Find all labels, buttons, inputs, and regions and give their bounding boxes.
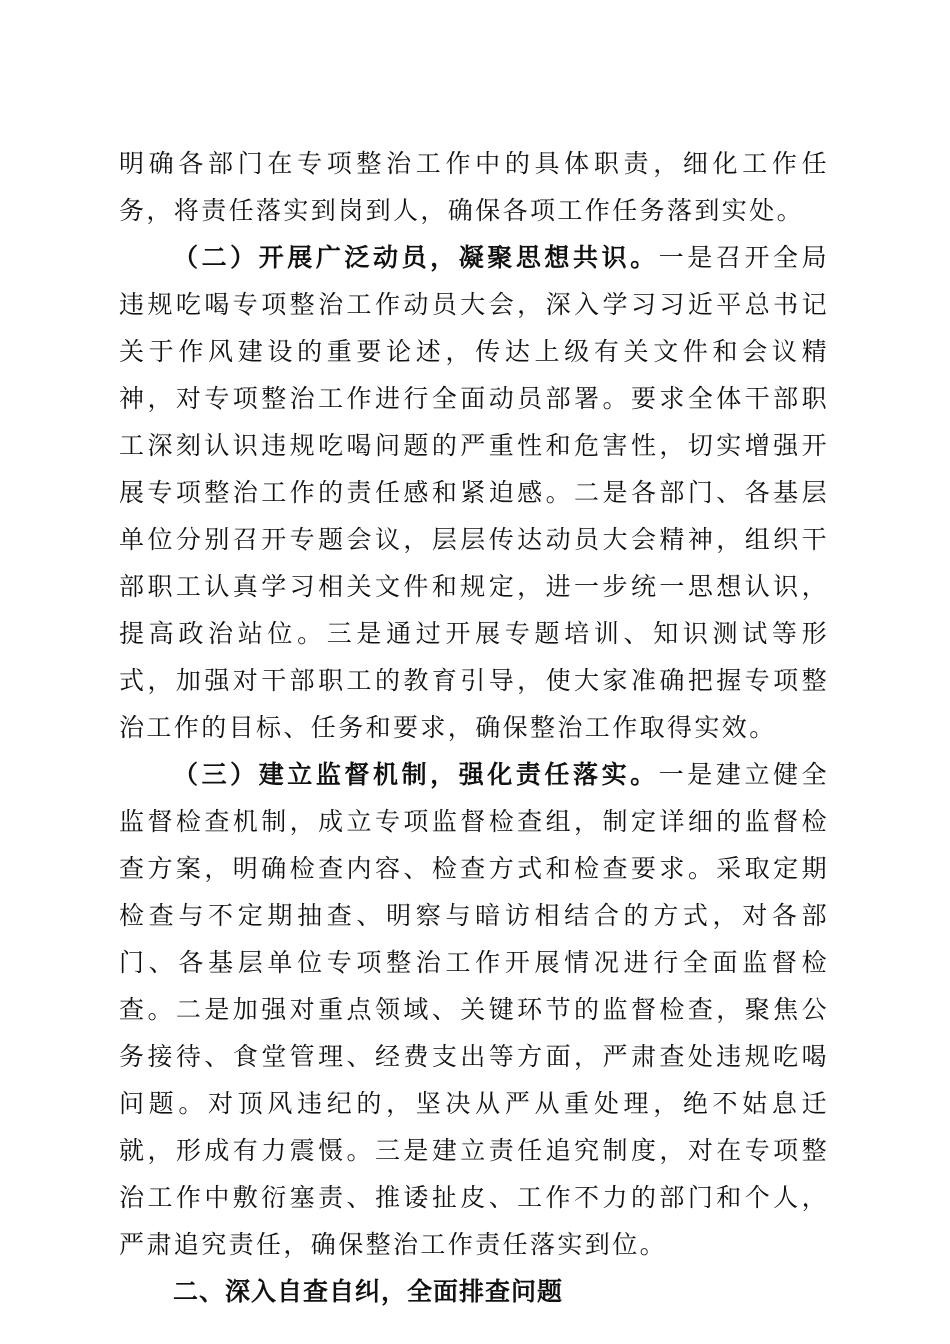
paragraph-mobilization: [119, 234, 829, 751]
paragraph-continued: [119, 140, 829, 234]
paragraph-text: 一是建立健全监督检查机制，成立专项监督检查组，制定详细的监督检查方案，明确检查内容、检查方式和检查要求。采取定期检查与不定期抽查、明察与暗访相结合的方式，对各部门、各基层单位专项整治工作开展情况进行全面监督检查。二是加强对重点领域、关键环节的监督检查，聚焦公务接待、食堂管理、经费支出等方面，严肃查处违规吃喝问题。对顶风违纪的，坚决从严从重处理，绝不姑息迁就，形成有力震慑。三是建立责任追究制度，对在专项整治工作中敷衍塞责、推诿扯皮、工作不力的部门和个人，严肃追究责任，确保整治工作责任落实到位。: [119, 760, 829, 1259]
paragraph-lead-heading: （三）建立监督机制，强化责任落实。: [173, 760, 659, 789]
paragraph-lead-heading: （二）开展广泛动员，凝聚思想共识。: [173, 243, 659, 272]
document-body: [119, 140, 829, 1315]
section-heading: 二、深入自查自纠，全面排查问题: [173, 1277, 564, 1306]
paragraph-text: 一是召开全局违规吃喝专项整治工作动员大会，深入学习习近平总书记关于作风建设的重要论述，传达上级有关文件和会议精神，对专项整治工作进行全面动员部署。要求全体干部职工深刻认识违规吃喝问题的严重性和危害性，切实增强开展专项整治工作的责任感和紧迫感。二是各部门、各基层单位分别召开专题会议，层层传达动员大会精神，组织干部职工认真学习相关文件和规定，进一步统一思想认识，提高政治站位。三是通过开展专题培训、知识测试等形式，加强对干部职工的教育引导，使大家准确把握专项整治工作的目标、任务和要求，确保整治工作取得实效。: [119, 243, 829, 742]
paragraph-supervision: [119, 751, 829, 1268]
paragraph-text: 明确各部门在专项整治工作中的具体职责，细化工作任务，将责任落实到岗到人，确保各项工作任务落到实处。: [119, 149, 829, 225]
